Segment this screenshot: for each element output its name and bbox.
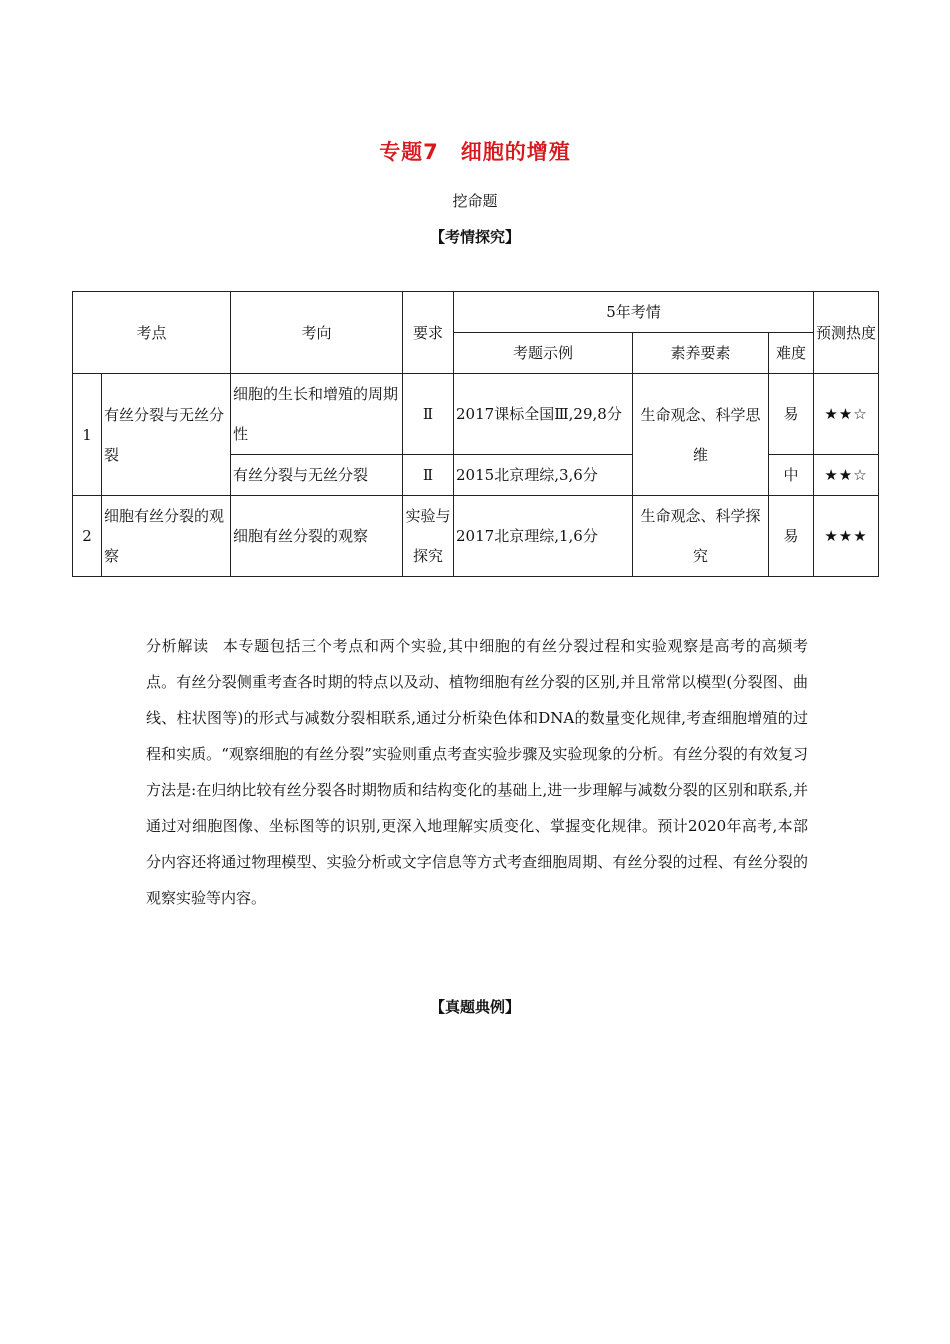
exam-analysis-table [72,291,879,577]
row3-heat: ★★★ [814,496,879,577]
row3-example: 2017北京理综,1,6分 [454,496,633,577]
row1-point: 有丝分裂与无丝分裂 [102,374,231,496]
row1-literacy: 生命观念、科学思维 [633,374,769,496]
row1-direction: 细胞的生长和增殖的周期性 [231,374,403,455]
page-subtitle: 挖命题 [452,192,498,210]
row2-example: 2015北京理综,3,6分 [454,455,633,496]
row3-point: 细胞有丝分裂的观察 [102,496,231,577]
section-heading-exam-analysis: 【考情探究】 [429,228,520,246]
row1-heat: ★★☆ [814,374,879,455]
header-shili: 考题示例 [454,333,633,374]
header-wunian: 5年考情 [454,292,814,333]
page-title: 专题7 细胞的增殖 [379,140,571,164]
header-nandu: 难度 [769,333,814,374]
row3-direction: 细胞有丝分裂的观察 [231,496,403,577]
row3-difficulty: 易 [769,496,814,577]
row2-difficulty: 中 [769,455,814,496]
row2-req: Ⅱ [403,455,454,496]
row2-direction: 有丝分裂与无丝分裂 [231,455,403,496]
analysis-lead: 分析解读 [146,637,209,655]
analysis-text: 本专题包括三个考点和两个实验,其中细胞的有丝分裂过程和实验观察是高考的高频考点。有丝分裂侧重考查各时期的特点以及动、植物细胞有丝分裂的区别,并且常常以模型(分裂图、曲线、柱状图等)的形式与减数分裂相联系,通过分析染色体和DNA的数量变化规律,考查细胞增殖的过程和实质。“观察细胞的有丝分裂”实验则重点考查实验步骤及实验现象的分析。有丝分裂的有效复习方法是:在归纳比较有丝分裂各时期物质和结构变化的基础上,进一步理解与减数分裂的区别和联系,并通过对细胞图像、坐标图等的识别,更深入地理解实质变化、掌握变化规律。预计2020年高考,本部分内容还将通过物理模型、实验分析或文字信息等方式考查细胞周期、有丝分裂的过程、有丝分裂的观察实验等内容。 [146,637,808,907]
row3-req: 实验与探究 [403,496,454,577]
header-yuce: 预测热度 [814,292,879,374]
row1-req: Ⅱ [403,374,454,455]
row2-heat: ★★☆ [814,455,879,496]
header-kaodian: 考点 [73,292,231,374]
row1-example: 2017课标全国Ⅲ,29,8分 [454,374,633,455]
row1-num: 1 [73,374,102,496]
section-heading-real-examples: 【真题典例】 [429,998,520,1016]
header-suyang: 素养要素 [633,333,769,374]
row3-literacy: 生命观念、科学探究 [633,496,769,577]
analysis-paragraph [146,628,808,916]
row1-difficulty: 易 [769,374,814,455]
row3-num: 2 [73,496,102,577]
header-yaoqiu: 要求 [403,292,454,374]
header-kaoxiang: 考向 [231,292,403,374]
